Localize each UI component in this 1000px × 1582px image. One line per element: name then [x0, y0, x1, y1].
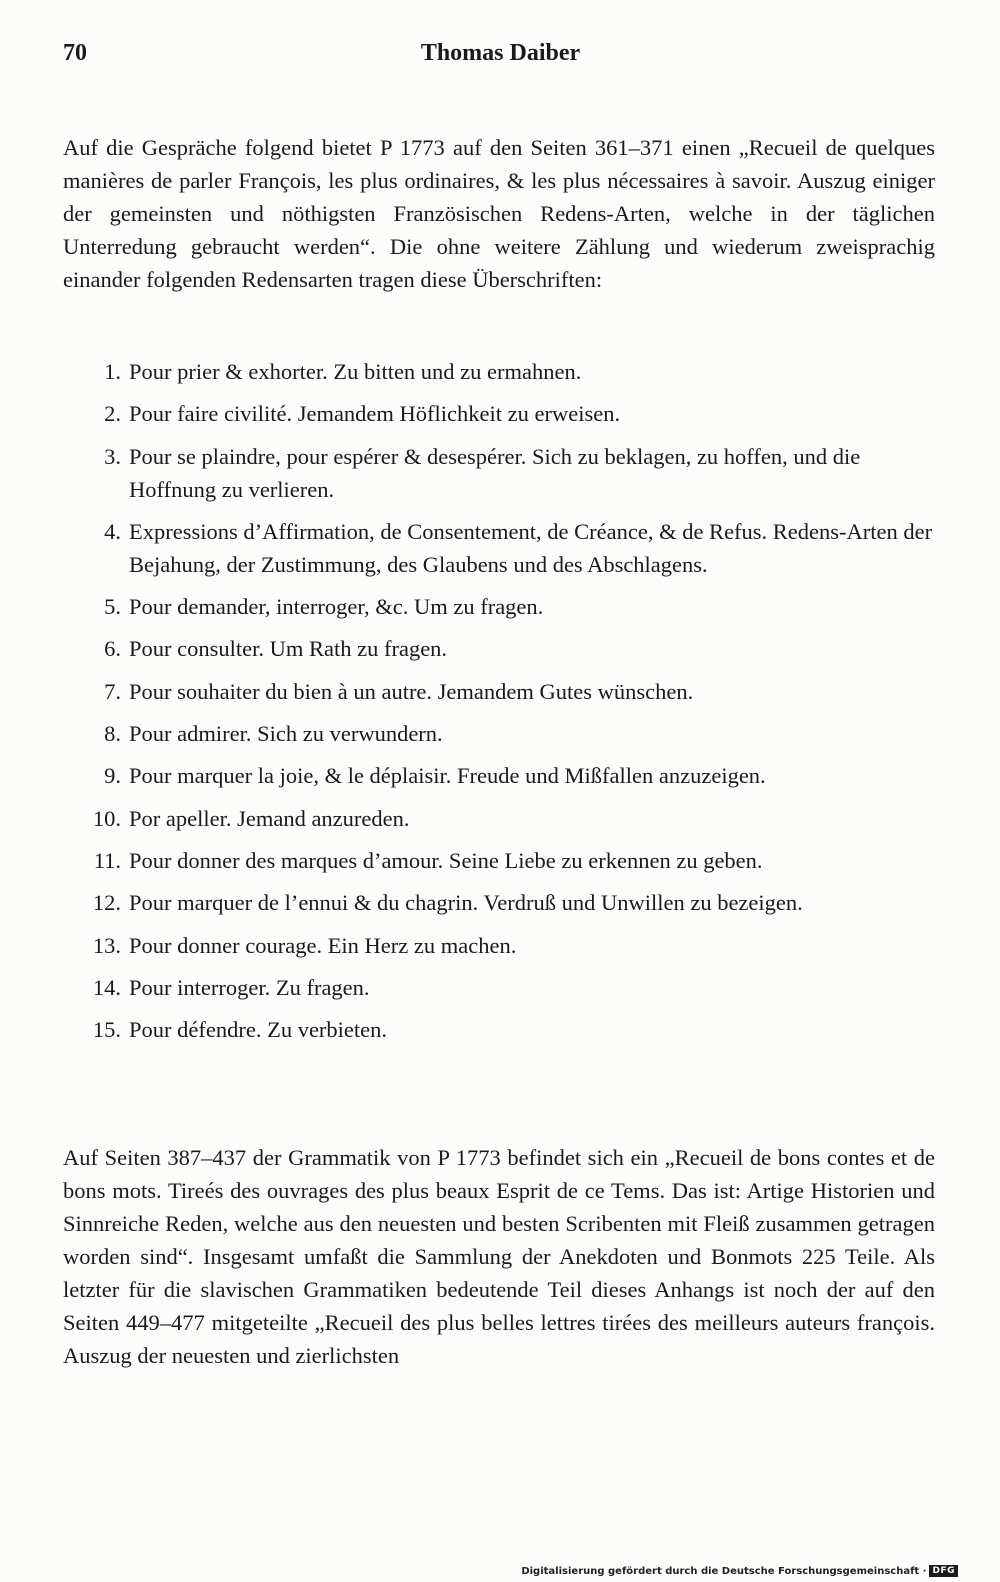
- list-item-text: Pour faire civilité. Jemandem Höflichkeit zu erweisen.: [129, 401, 621, 427]
- list-item: [63, 397, 935, 430]
- dfg-logo: DFG: [929, 1565, 958, 1577]
- list-item-text: Pour admirer. Sich zu verwundern.: [129, 721, 443, 747]
- list-item-number: 14.: [92, 974, 121, 1000]
- list-item-number: 13.: [92, 932, 121, 958]
- list-item-number: 2.: [104, 401, 121, 427]
- list-item-number: 15.: [92, 1017, 121, 1043]
- list-item-number: 6.: [104, 636, 121, 662]
- list-item-text: Pour marquer la joie, & le déplaisir. Freude und Mißfallen anzuzeigen.: [129, 763, 766, 789]
- list-item: [63, 355, 935, 388]
- list-item-text: Pour donner courage. Ein Herz zu machen.: [129, 932, 517, 958]
- paragraph-intro: Auf die Gespräche folgend bietet P 1773 auf den Seiten 361–371 einen „Recueil de quelques manières de parler François, les plus ordinaires, & les plus nécessaires à savoir. Auszug einiger der gemeinsten und nöthigsten Französischen Redens-Arten, welche in der täglichen Unterredung gebraucht werden“. Die ohne weitere Zählung und wiederum zweisprachig einander folgenden Redensarten tragen diese Überschriften:: [63, 135, 935, 292]
- list-item-number: 4.: [104, 518, 121, 544]
- list-item-text: Pour prier & exhorter. Zu bitten und zu ermahnen.: [129, 359, 582, 384]
- list-item-text: Pour demander, interroger, &c. Um zu fragen.: [129, 594, 544, 620]
- heading-list: [63, 355, 935, 1055]
- paragraph-grammar: Auf Seiten 387–437 der Grammatik von P 1773 befindet sich ein „Recueil de bons contes et de bons mots. Tireés des ouvrages des plus beaux Esprit de ce Tems. Das ist: Artige Historien und Sinnreiche Reden, welche aus den neuesten und besten Scribenten mit Fleiß zusammen getragen worden sind“. Insgesamt umfaßt die Sammlung der Anekdoten und Bonmots 225 Teile. Als letzter für die slavischen Grammatiken bedeutende Teil dieses Anhangs ist noch der auf den Seiten 449–477 mitgeteilte „Recueil des plus belles lettres tirées des meilleurs auteurs françois. Auszug der neuesten und zierlichsten: [63, 1145, 935, 1368]
- list-item-text: Pour souhaiter du bien à un autre. Jemandem Gutes wünschen.: [129, 678, 694, 704]
- list-item-text: Pour marquer de l’ennui & du chagrin. Verdruß und Unwillen zu bezeigen.: [129, 890, 803, 916]
- list-item: [63, 802, 935, 835]
- list-item-number: 11.: [93, 847, 121, 873]
- list-item: [63, 717, 935, 750]
- list-item-number: 5.: [104, 594, 121, 620]
- list-item: [63, 886, 935, 919]
- list-item: [63, 515, 935, 581]
- running-head: [63, 40, 938, 74]
- digitization-credit: [521, 1565, 958, 1577]
- list-item: [63, 590, 935, 623]
- list-item: [63, 632, 935, 665]
- list-item-text: Pour se plaindre, pour espérer & desespérer. Sich zu beklagen, zu hoffen, und die Hoffnung zu verlieren.: [129, 443, 861, 502]
- list-item-text: Por apeller. Jemand anzureden.: [129, 805, 410, 831]
- list-item-text: Pour consulter. Um Rath zu fragen.: [129, 636, 448, 662]
- list-item: [63, 1013, 935, 1046]
- list-item-number: 10.: [92, 805, 121, 831]
- list-item-number: 12.: [92, 890, 121, 916]
- list-item-text: Pour défendre. Zu verbieten.: [129, 1017, 388, 1043]
- list-item-number: 9.: [104, 763, 121, 789]
- page-number: 70: [63, 40, 87, 66]
- list-item-number: 3.: [104, 443, 121, 469]
- running-title: Thomas Daiber: [420, 40, 581, 66]
- list-item: [63, 675, 935, 708]
- list-item-text: Pour donner des marques d’amour. Seine Liebe zu erkennen zu geben.: [129, 847, 763, 873]
- list-item-number: 8.: [104, 721, 121, 747]
- list-item: [63, 844, 935, 877]
- list-item: [63, 759, 935, 792]
- list-item-text: Pour interroger. Zu fragen.: [129, 974, 370, 1000]
- list-item: [63, 929, 935, 962]
- credit-text: Digitalisierung gefördert durch die Deutsche Forschungsgemeinschaft ·: [521, 1565, 927, 1577]
- list-item-text: Expressions d’Affirmation, de Consentement, de Créance, & de Refus. Redens-Arten der Bejahung, der Zustimmung, des Glaubens und des Abschlagens.: [129, 518, 933, 577]
- list-item: [63, 440, 935, 506]
- list-item-number: 7.: [104, 678, 121, 704]
- list-item-number: 1.: [104, 359, 121, 384]
- list-item: [63, 971, 935, 1004]
